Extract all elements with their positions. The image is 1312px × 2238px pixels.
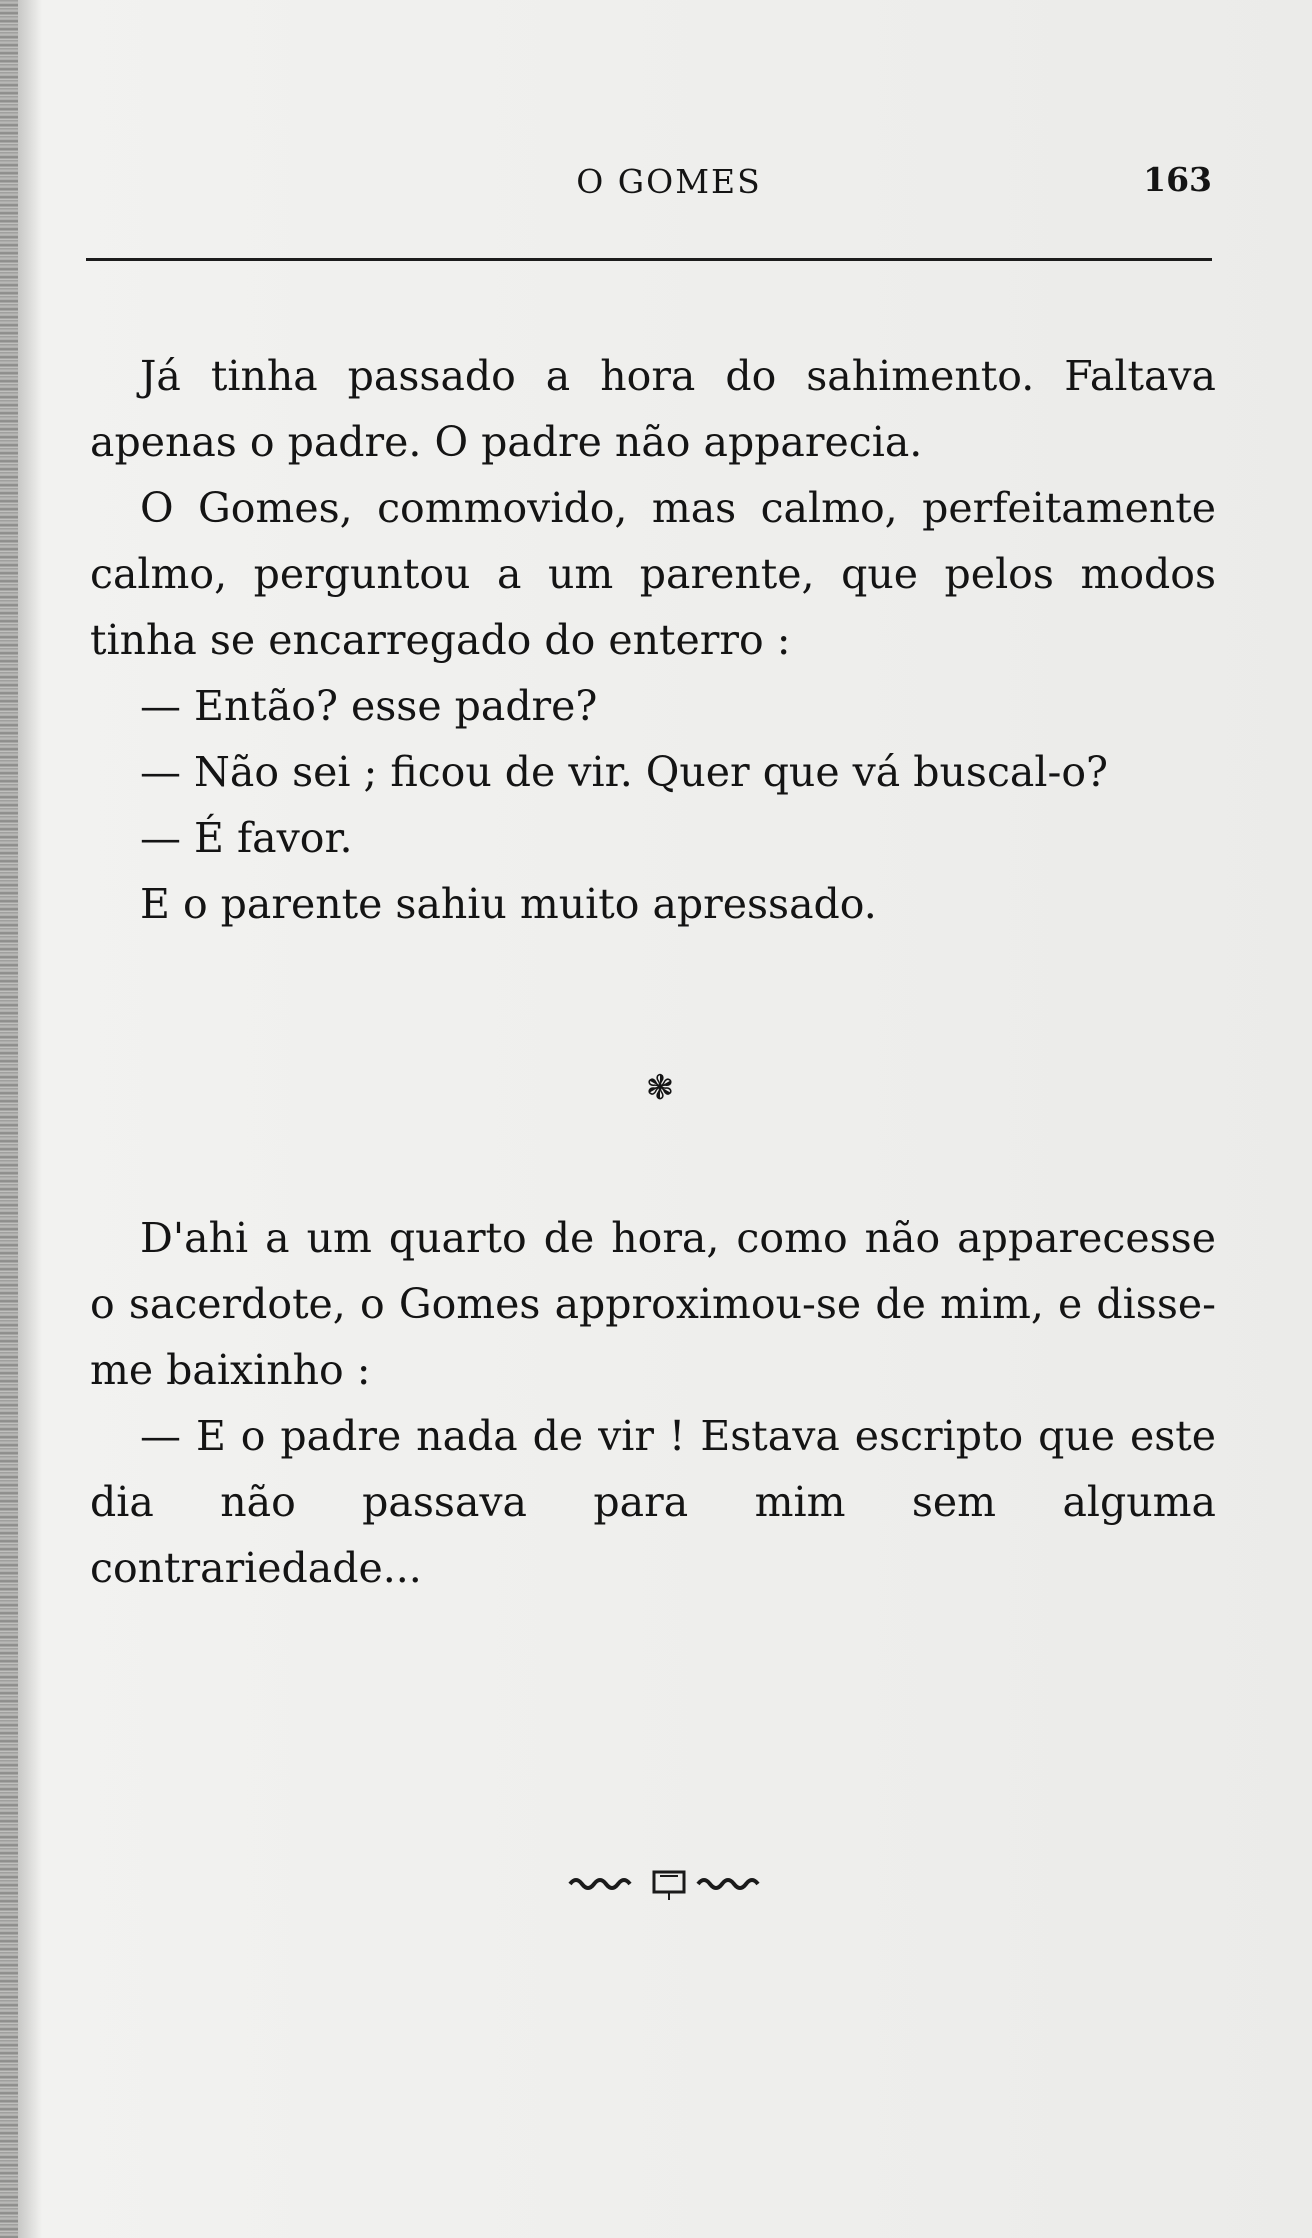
header-rule: [86, 258, 1212, 261]
running-title: O GOMES: [576, 162, 762, 201]
paragraph: E o parente sahiu muito apressado.: [140, 880, 877, 928]
dialogue-line: — É favor.: [140, 814, 353, 862]
paragraph: D'ahi a um quarto de hora, como não apparecesse o sacerdote, o Gomes approximou-se de mim, e disse-me baixinho :: [90, 1214, 1216, 1394]
page-number: 163: [1143, 160, 1212, 199]
binding-edge: [0, 0, 18, 2238]
text-block-second: [90, 1205, 1216, 1601]
paragraph: O Gomes, commovido, mas calmo, perfeitamente calmo, perguntou a um parente, que pelos modos tinha se encarregado do enterro :: [90, 484, 1216, 664]
dialogue-line: — E o padre nada de vir ! Estava escripto que este dia não passava para mim sem alguma contrariedade...: [90, 1412, 1216, 1592]
binding-shadow: [18, 0, 42, 2238]
section-break-ornament: ❃: [645, 1068, 675, 1108]
paragraph: Já tinha passado a hora do sahimento. Faltava apenas o padre. O padre não apparecia.: [90, 352, 1216, 466]
running-head: [86, 158, 1212, 208]
dialogue-line: — Então? esse padre?: [140, 682, 598, 730]
dialogue-line: — Não sei ; ficou de vir. Quer que vá buscal-o?: [140, 748, 1109, 796]
text-block-first: [90, 343, 1216, 937]
ornament-tailpiece-icon: [560, 1862, 780, 1902]
